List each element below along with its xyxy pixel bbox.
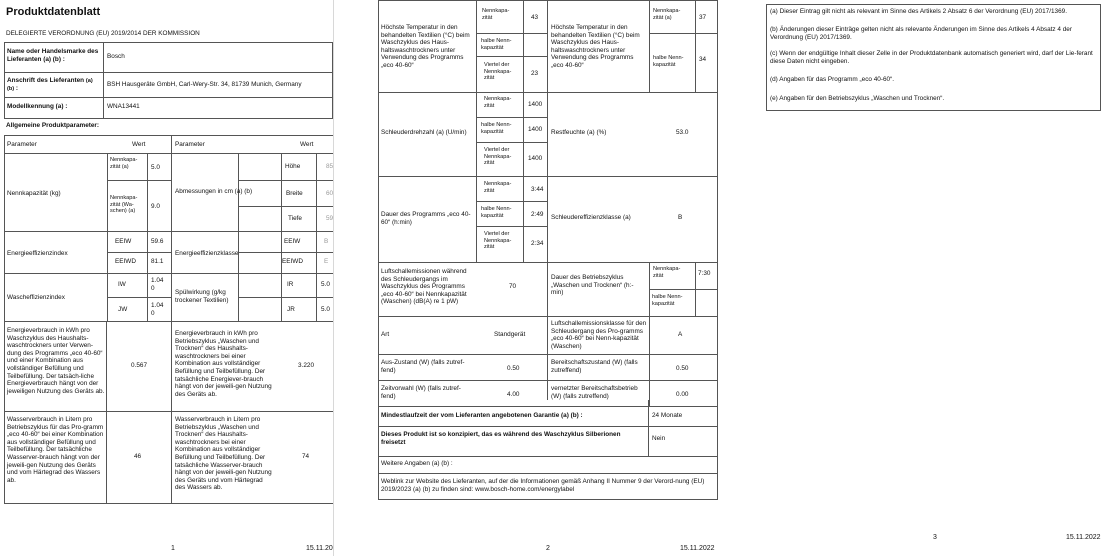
d-quarter-value: 2:34 xyxy=(531,240,544,247)
wd-duration-label: Dauer des Betriebszyklus „Waschen und Trocknen“ (h:-min) xyxy=(551,274,634,297)
energy-consumption-value: 0.567 xyxy=(131,362,147,369)
type-value: Standgerät xyxy=(494,331,526,338)
capacity-label: Nennkapazität (kg) xyxy=(7,190,61,197)
energy-consumption-wd-value: 3.220 xyxy=(298,362,314,369)
t-rated-label: Nennkapa- zität xyxy=(482,8,510,21)
page-title: Produktdatenblatt xyxy=(6,6,101,18)
t2-rated-label: Nennkapa- zität (a) xyxy=(653,8,681,21)
delay-start-value: 4.00 xyxy=(507,391,520,398)
washeff-label: Wascheffizienzindex xyxy=(7,294,65,301)
t-half-label: halbe Nenn- kapazität xyxy=(481,38,512,51)
water-consumption-label: Wasserverbrauch in Litern pro Betriebszyklus für das Pro-gramm „eco 40-60“ bei einer Kombination aus vollständiger Befüllung und Teilbefüllung. Der tatsächliche Wasserver-brauch hängt von der jeweili-gen Nutzung des Geräts und vom Härtegrad des Wassers ab. xyxy=(7,416,104,484)
t2-half-label: halbe Nenn- kapazität xyxy=(653,55,684,68)
silver-ion-value: Nein xyxy=(652,435,666,442)
t2-rated-value: 37 xyxy=(699,14,707,21)
wd-rated-value: 7:30 xyxy=(698,270,711,277)
cap-rated-label: Nennkapa- zität (a) xyxy=(110,157,138,170)
spin-class-value: B xyxy=(678,214,683,221)
general-params-heading: Allgemeine Produktparameter: xyxy=(6,122,100,129)
t-quarter-value: 23 xyxy=(531,70,539,77)
max-temp-wd-label: Höchste Temperatur in den behandelten Textilien (°C) beim Waschzyklus des Haus-haltswaschtrockners unter Verwendung des Programms „eco 40-60“ xyxy=(551,24,640,69)
footnote-c: (c) Wenn der endgültige Inhalt dieser Zelle in der Produktdatenbank automatisch generiert wird, darf der Lie-ferant diese Daten nicht eingeben. xyxy=(770,50,1093,65)
depth-value: 59 xyxy=(326,215,334,222)
supplier-name-value: Bosch xyxy=(107,53,125,60)
col-parameter-header-2: Parameter xyxy=(175,141,205,148)
jw-value: 1.04 0 xyxy=(151,302,164,317)
datasheet-page-3 xyxy=(760,0,1105,556)
page-date: 15.11.2022 xyxy=(680,545,715,552)
height-value: 85 xyxy=(326,163,334,170)
delay-start-label: Zeitvorwahl (W) (falls zutref-fend) xyxy=(381,385,461,400)
type-label: Art xyxy=(381,331,390,338)
eeiw-value: 59.6 xyxy=(151,238,164,245)
eeclass-w-label: EEIW xyxy=(284,238,301,245)
wd-half-label: halbe Nenn- kapazität xyxy=(652,294,683,307)
off-mode-value: 0.50 xyxy=(507,365,520,372)
width-value: 60 xyxy=(326,190,334,197)
cap-wash-value: 9.0 xyxy=(151,203,160,210)
eeiw-label: EEIW xyxy=(115,238,132,245)
iw-label: IW xyxy=(118,281,126,288)
page-number: 2 xyxy=(546,545,550,552)
s-half-value: 1400 xyxy=(528,126,543,133)
energy-consumption-label: Energieverbrauch in kWh pro Waschzyklus des Haushalts-waschtrockners unter Verwen-dung des Programms „eco 40-60“ und einer Kombination aus vollständiger Befüllung und Teilbefüllung. Der tatsäch-liche Energieverbrauch hängt von der jeweiligen Nutzung des Geräts ab. xyxy=(7,327,105,395)
t2-half-value: 34 xyxy=(699,56,707,63)
cap-wash-label: Nennkapa- zität (Wa- schen) (a) xyxy=(110,195,138,215)
d-half-label: halbe Nenn- kapazität xyxy=(481,206,512,219)
page-number: 1 xyxy=(171,545,175,552)
moisture-label: Restfeuchte (a) (%) xyxy=(551,129,607,136)
further-info-label: Weitere Angaben (a) (b) : xyxy=(381,460,453,467)
regulation-text: DELEGIERTE VERORDNUNG (EU) 2019/2014 DER KOMMISSION xyxy=(6,30,200,37)
weblink-text: Weblink zur Website des Lieferanten, auf der die Informationen gemäß Anhang II Nummer 9 der Verord-nung (EU) 2019/2023 (a) (b) zu finden sind: www.bosch-home.com/energylabel xyxy=(381,478,705,493)
datasheet-page-2 xyxy=(370,0,720,556)
spin-class-label: Schleudereffizienzklasse (a) xyxy=(551,214,631,221)
footnote-e: (e) Angaben für den Betriebszyklus „Waschen und Trocknen“. xyxy=(770,95,945,102)
d-rated-value: 3:44 xyxy=(531,186,544,193)
footnote-a: (a) Dieser Eintrag gilt nicht als relevant im Sinne des Artikels 2 Absatz 6 der Verordnung (EU) 2017/1369. xyxy=(770,8,1067,15)
cap-rated-value: 5.0 xyxy=(151,164,160,171)
supplier-address-label: Anschrift des Lieferanten (a) (b) : xyxy=(7,77,93,92)
guarantee-value: 24 Monate xyxy=(652,412,683,419)
s-half-label: halbe Nenn- kapazität xyxy=(481,122,512,135)
moisture-value: 53.0 xyxy=(676,129,689,136)
depth-label: Tiefe xyxy=(288,215,302,222)
model-label: Modellkennung (a) : xyxy=(7,103,68,110)
max-temp-label: Höchste Temperatur in den behandelten Textilien (°C) beim Waschzyklus des Haus-haltswaschtrockners unter Verwendung des Programms „eco 40-60“ xyxy=(381,24,470,69)
eeiwd-value: 81.1 xyxy=(151,258,164,265)
model-value: WNA13441 xyxy=(107,103,140,110)
eeclass-wd-label: EEIWD xyxy=(282,258,303,265)
water-consumption-wd-value: 74 xyxy=(302,453,310,460)
t-rated-value: 43 xyxy=(531,14,539,21)
standby-value: 0.50 xyxy=(676,365,689,372)
jr-label: JR xyxy=(287,306,295,313)
d-half-value: 2:49 xyxy=(531,211,544,218)
energy-consumption-wd-label: Energieverbrauch in kWh pro Betriebszyklus „Waschen und Trocknen“ des Haushalts-waschtrockners bei einer Kombination aus vollständiger Befüllung und Teilbefüllung. Der tatsächliche Energiever-brauch hängt von der jeweili-gen Nutzung des Geräts ab. xyxy=(175,330,272,398)
footnote-d: (d) Angaben für das Programm „eco 40-60“. xyxy=(770,76,894,83)
ir-label: IR xyxy=(287,281,294,288)
iw-value: 1.04 0 xyxy=(151,277,164,292)
s-quarter-value: 1400 xyxy=(528,155,543,162)
water-consumption-value: 46 xyxy=(134,453,142,460)
supplier-address-value: BSH Hausgeräte GmbH, Carl-Wery-Str. 34, 81739 Munich, Germany xyxy=(107,81,302,88)
noise-label: Luftschallemissionen während des Schleudergangs im Waschzyklus des Programms „eco 40-60“ bei Nennkapazität (Waschen) (dB(A) re 1 pW) xyxy=(381,268,467,306)
noise-class-value: A xyxy=(678,331,683,338)
eeclass-wd-value: E xyxy=(324,258,329,265)
spin-speed-label: Schleuderdrehzahl (a) (U/min) xyxy=(381,129,467,136)
networked-standby-value: 0.00 xyxy=(676,391,689,398)
footnote-b: (b) Änderungen dieser Einträge gelten nicht als relevante Änderungen im Sinne des Artikels 4 Absatz 4 der Verordnung (EU) 2017/1369. xyxy=(770,26,1072,41)
silver-ion-label: Dieses Produkt ist so konzipiert, das es während des Waschzyklus Silberionen freisetzt xyxy=(381,431,621,446)
page-date: 15.11.20 xyxy=(306,545,333,552)
supplier-name-label: Name oder Handelsmarke des Lieferanten (a) (b) : xyxy=(7,48,99,63)
col-value-header: Wert xyxy=(132,141,146,148)
t-quarter-label: Viertel der Nennkapa- zität xyxy=(484,62,512,82)
s-rated-value: 1400 xyxy=(528,101,543,108)
ir-value: 5.0 xyxy=(321,281,330,288)
page-number: 3 xyxy=(933,534,937,541)
noise-class-label: Luftschallemissionsklasse für den Schleudergang des Pro-gramms „eco 40-60“ bei Nenn-kapazität (Waschen) xyxy=(551,320,647,350)
noise-value: 70 xyxy=(509,283,517,290)
params-table-continued xyxy=(378,0,718,500)
standby-label: Bereitschaftszustand (W) (falls zutreffend) xyxy=(551,359,638,374)
datasheet-page-1 xyxy=(0,0,334,556)
duration-label: Dauer des Programms „eco 40-60“ (h:min) xyxy=(381,211,471,226)
eeiwd-label: EEIWD xyxy=(115,258,136,265)
d-quarter-label: Viertel der Nennkapa- zität xyxy=(484,231,512,251)
jr-value: 5.0 xyxy=(321,306,330,313)
width-label: Breite xyxy=(286,190,303,197)
guarantee-label: Mindestlaufzeit der vom Lieferanten angebotenen Garantie (a) (b) : xyxy=(381,412,583,419)
networked-standby-label: vernetzter Bereitschaftsbetrieb (W) (falls zutreffend) xyxy=(551,385,638,400)
off-mode-label: Aus-Zustand (W) (falls zutref-fend) xyxy=(381,359,465,374)
jw-label: JW xyxy=(118,306,128,313)
dimensions-label: Abmessungen in cm (a) (b) xyxy=(175,188,253,195)
col-value-header-2: Wert xyxy=(300,141,314,148)
wd-rated-label: Nennkapa- zität xyxy=(653,266,681,279)
s-rated-label: Nennkapa- zität xyxy=(484,96,512,109)
eeclass-label: Energieeffizienzklasse xyxy=(175,250,239,257)
page-date: 15.11.2022 xyxy=(1066,534,1101,541)
s-quarter-label: Viertel der Nennkapa- zität xyxy=(484,147,512,167)
height-label: Höhe xyxy=(285,163,301,170)
d-rated-label: Nennkapa- zität xyxy=(484,181,512,194)
rinse-label: Spülwirkung (g/kg trockener Textilien) xyxy=(175,289,229,304)
water-consumption-wd-label: Wasserverbrauch in Litern pro Betriebszyklus „Waschen und Trocknen“ des Haushalts-waschtrockners bei einer Kombination aus vollständiger Befüllung und Teilbefüllung. Der tatsächliche Wasserver-brauch hängt von der jeweili-gen Nutzung des Geräts und vom Härtegrad des Wassers ab. xyxy=(175,416,272,492)
eeclass-w-value: B xyxy=(324,238,329,245)
col-parameter-header: Parameter xyxy=(7,141,37,148)
eei-label: Energieeffizienzindex xyxy=(7,250,68,257)
